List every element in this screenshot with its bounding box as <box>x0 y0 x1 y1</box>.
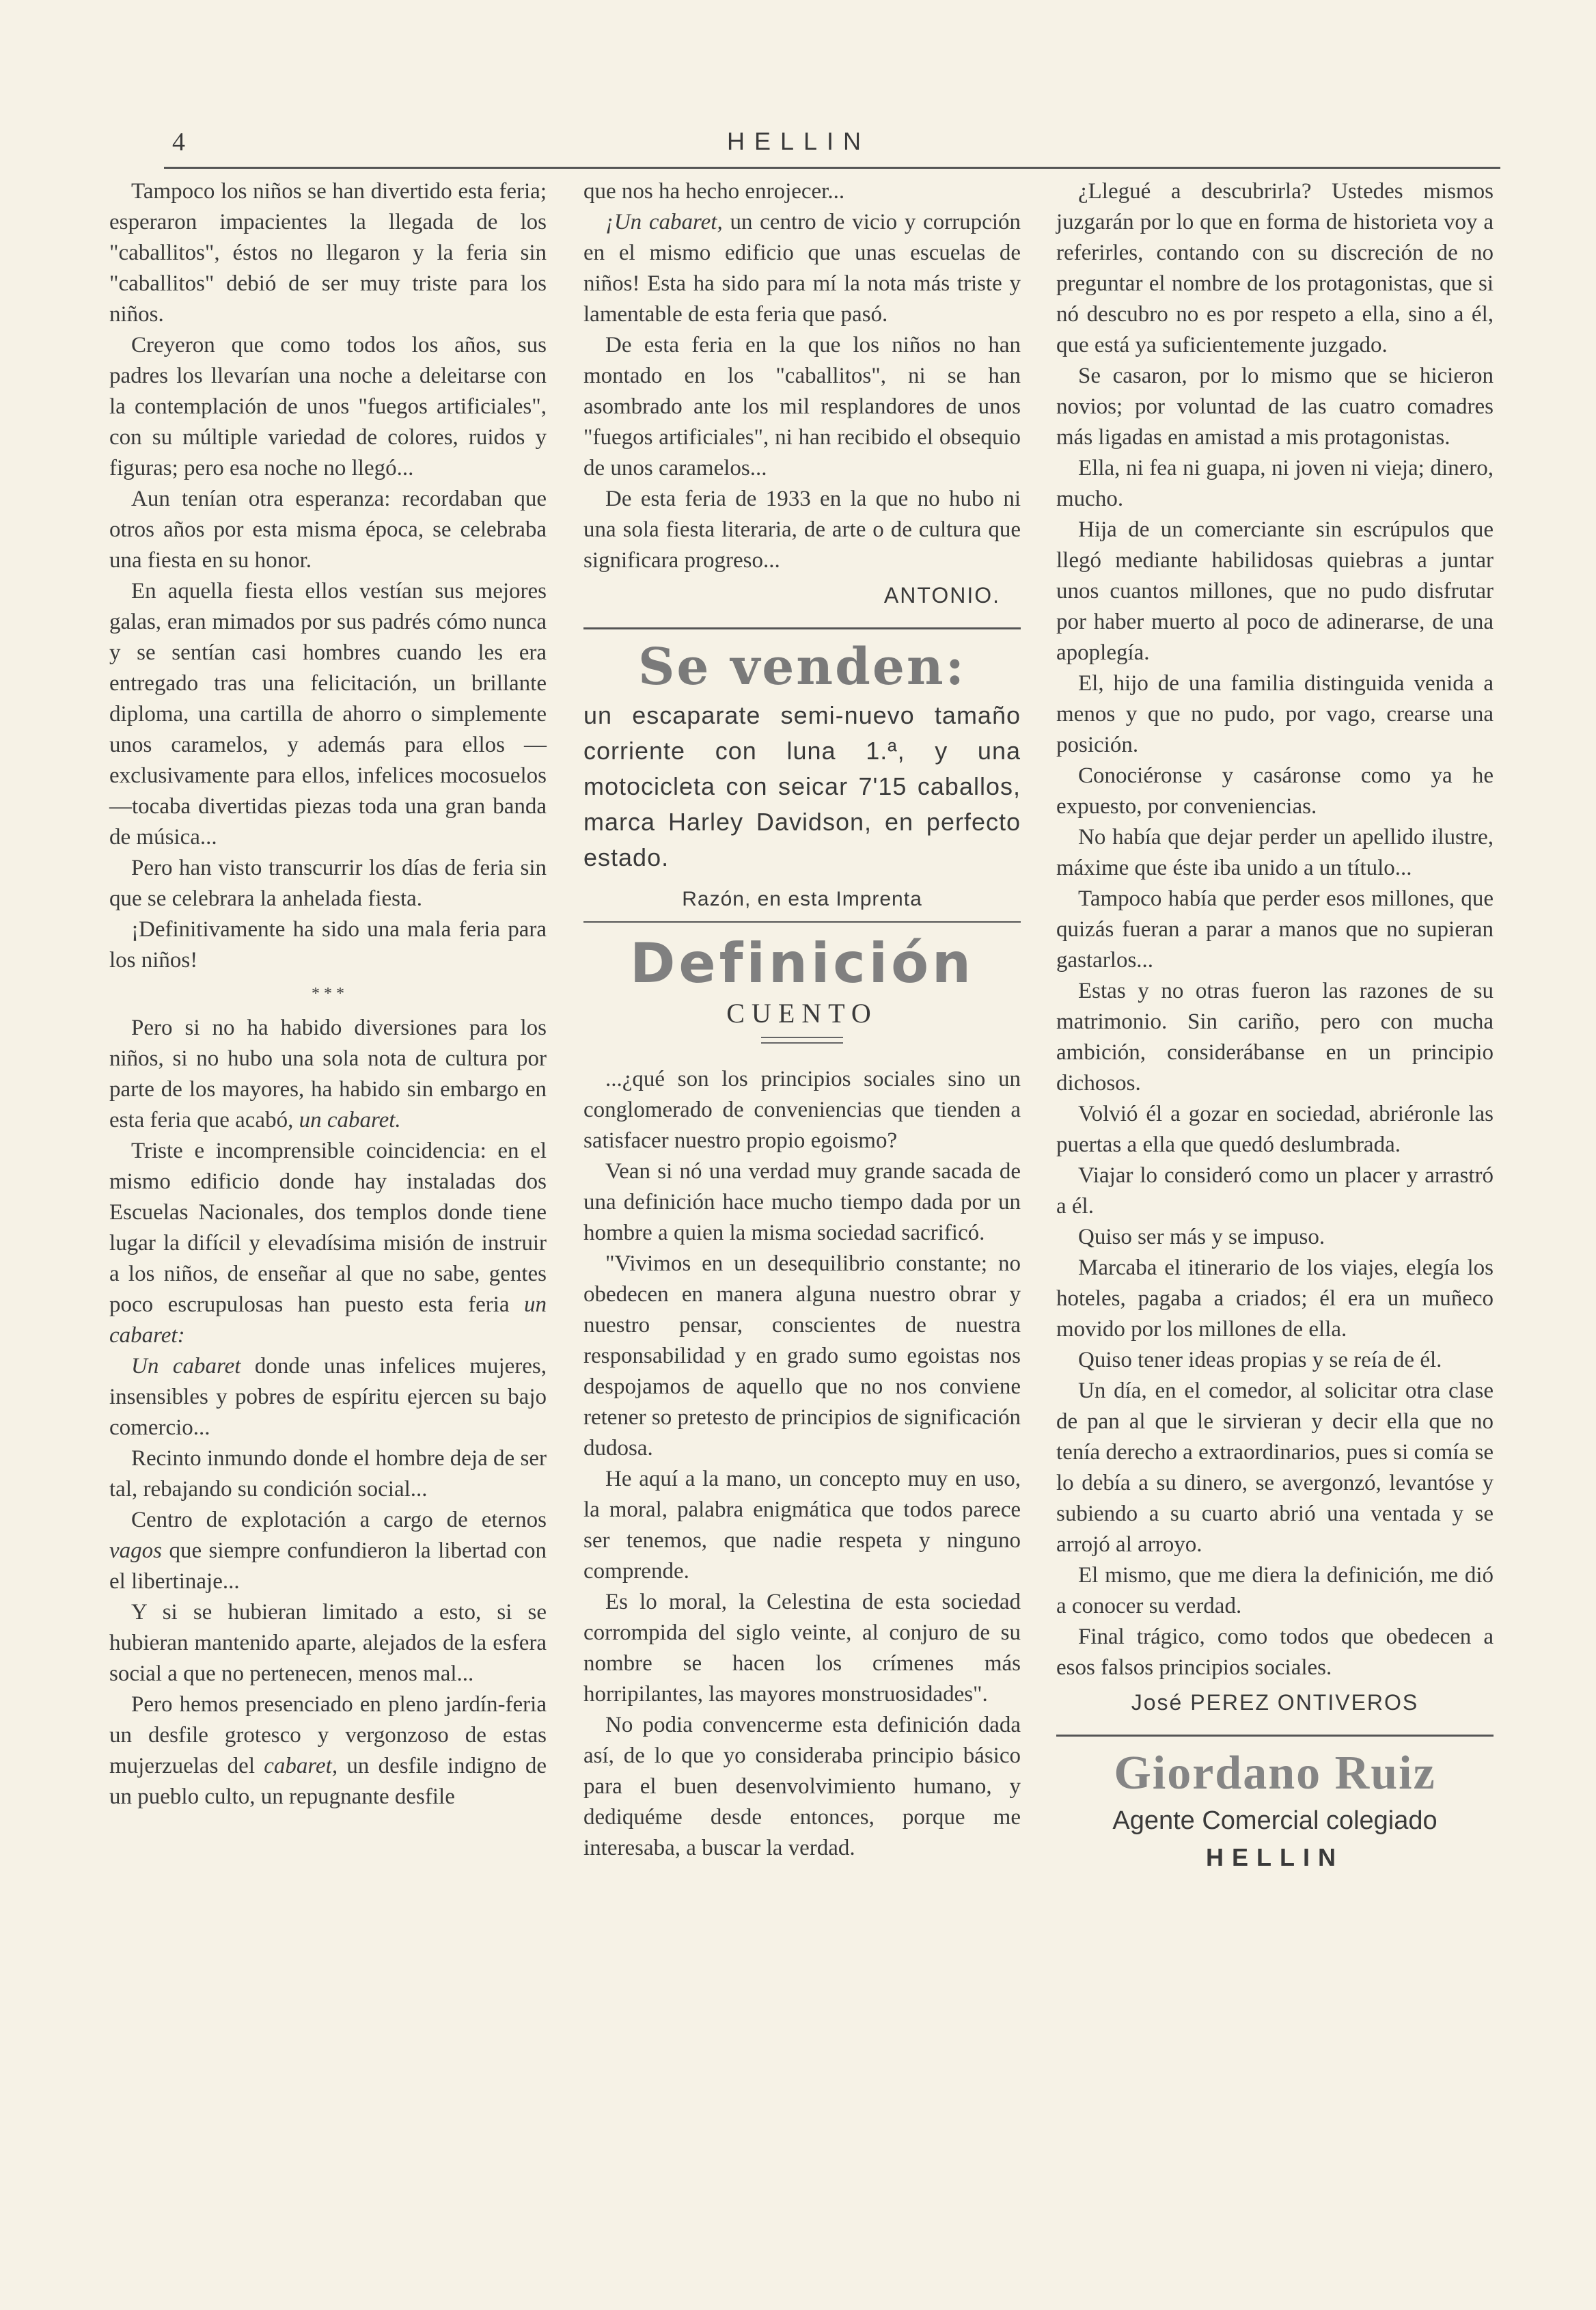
paragraph: Vean si nó una verdad muy grande sacada de una definición hace mucho tiempo dada por un hombre a quien la misma sociedad sacrificó. <box>583 1159 1021 1245</box>
paragraph: Final trágico, como todos que obedecen a esos falsos principios sociales. <box>1056 1625 1494 1680</box>
paragraph: Recinto inmundo donde el hombre deja de ser tal, rebajando su condición social... <box>109 1446 547 1502</box>
paragraph: Quiso ser más y se impuso. <box>1078 1225 1325 1249</box>
paragraph: De esta feria de 1933 en la que no hubo ni una sola fiesta literaria, de arte o de cultura que significara progreso... <box>583 487 1021 573</box>
emphasis-text: un cabaret: <box>109 1292 547 1348</box>
divider <box>583 627 1021 629</box>
emphasis-text: vagos <box>109 1538 162 1563</box>
paragraph: Marcaba el itinerario de los viajes, elegía los hoteles, pagaba a criados; él era un muñeco movido por los millones de ella. <box>1056 1255 1494 1342</box>
story-subtitle: CUENTO <box>726 998 878 1029</box>
paragraph <box>109 1013 547 1136</box>
paragraph: Pero han visto transcurrir los días de feria sin que se celebrara la anhelada fiesta. <box>109 856 547 911</box>
emphasis-text: ¡Un cabaret, <box>605 210 723 234</box>
paragraph: Viajar lo consideró como un placer y arrastró a él. <box>1056 1163 1494 1219</box>
paragraph <box>583 207 1021 330</box>
paragraph: He aquí a la mano, un concepto muy en uso, la moral, palabra enigmática que todos parece ser tenemos, que nadie respeta y ninguno comprende. <box>583 1467 1021 1584</box>
column-left <box>109 176 547 1812</box>
paragraph: Conociéronse y casáronse como ya he expuesto, por conveniencias. <box>1056 763 1494 819</box>
divider <box>583 921 1021 923</box>
divider <box>1056 1735 1494 1737</box>
text-run: un centro de vicio y corrupción en el mismo edificio que unas escuelas de niños! Esta ha sido para mí la nota más triste y lamentable de esta feria que pasó. <box>583 210 1021 327</box>
text-run: donde unas infelices mujeres, insensibles y pobres de espíritu ejercen su bajo comercio... <box>109 1354 547 1440</box>
paragraph: "Vivimos en un desequilibrio constante; no obedecen en manera alguna nuestro obrar y nuestro pensar, conscientes de nuestra responsabilidad y en grado sumo egoistas nos despojamos de aquello que no nos conviene retener so pretesto de principios de significación dudosa. <box>583 1251 1021 1460</box>
sale-ad-body: un escaparate semi-nuevo tamaño corriente con luna 1.ª, y una motocicleta con seicar 7'15 caballos, marca Harley Davidson, en perfecto estado. <box>583 701 1021 871</box>
sale-ad-contact: Razón, en esta Imprenta <box>682 888 922 910</box>
paragraph: Y si se hubieran limitado a esto, si se hubieran mantenido aparte, alejados de la esfera social a que no pertenecen, menos mal... <box>109 1600 547 1686</box>
paragraph <box>109 1689 547 1812</box>
text-run: que siempre confundieron la libertad con el libertinaje... <box>109 1538 547 1594</box>
paragraph: Se casaron, por lo mismo que se hicieron novios; por voluntad de las cuatro comadres más ligadas en amistad a mis protagonistas. <box>1056 364 1494 450</box>
story-title: Definición <box>629 932 975 995</box>
column-right <box>1056 176 1494 1873</box>
paragraph-continued: que nos ha hecho enrojecer... <box>583 179 845 204</box>
text-run: Triste e incomprensible coincidencia: en el mismo edificio donde hay instaladas dos Escuelas Nacionales, dos templos donde tiene lugar la difícil y elevadísima misión de instruir a los niños, de enseñar al que no sabe, gentes poco escrupulosas han puesto esta feria <box>109 1139 547 1317</box>
agent-ad-line: Agente Comercial colegiado <box>1112 1806 1437 1835</box>
text-run: Centro de explotación a cargo de eternos <box>131 1508 547 1532</box>
text-run: Pero hemos presenciado en pleno jardín-feria un desfile grotesco y vergonzoso de estas mujerzuelas del <box>109 1692 547 1778</box>
section-separator: * * * <box>312 985 344 1003</box>
paragraph: Tampoco había que perder esos millones, que quizás fueran a parar a manos que no supieran gastarlos... <box>1056 886 1494 973</box>
paragraph: Quiso tener ideas propias y se reía de él. <box>1078 1348 1442 1372</box>
agent-ad-city: HELLIN <box>1206 1843 1344 1871</box>
paragraph: El mismo, que me diera la definición, me dió a conocer su verdad. <box>1056 1563 1494 1618</box>
paragraph: ...¿qué son los principios sociales sino un conglomerado de conveniencias que tienden a satisfacer nuestro propio egoismo? <box>583 1067 1021 1153</box>
article-signature: ANTONIO. <box>883 583 1000 608</box>
paragraph: Un día, en el comedor, al solicitar otra clase de pan al que le sirvieran y decir ella que no tenía derecho a extraordinarios, pues si comía se lo debía a su dinero, se avergonzó, levantóse y subiendo a su cuarto abrió una ventada y se arrojó al arroyo. <box>1056 1378 1494 1557</box>
sale-ad-title: Se venden: <box>637 638 967 696</box>
paragraph: Aun tenían otra esperanza: recordaban que otros años por esta misma época, se celebraba una fiesta en su honor. <box>109 487 547 573</box>
emphasis-text: cabaret, <box>264 1754 338 1778</box>
paragraph: Creyeron que como todos los años, sus padres los llevarían una noche a deleitarse con la contemplación de unos "fuegos artificiales", con su múltiple variedad de colores, ruidos y figuras; pero esa noche no llegó... <box>109 333 547 480</box>
column-middle <box>583 176 1021 1864</box>
paragraph: ¡Definitivamente ha sido una mala feria para los niños! <box>109 917 547 973</box>
agent-ad-title: Giordano Ruiz <box>1114 1747 1436 1799</box>
paragraph: No había que dejar perder un apellido ilustre, máxime que éste iba unido a un título... <box>1056 825 1494 880</box>
emphasis-text: un cabaret. <box>299 1108 401 1132</box>
emphasis-text: Un cabaret <box>131 1354 241 1378</box>
paragraph: En aquella fiesta ellos vestían sus mejores galas, eran mimados por sus padrés cómo nunca y se sentían casi hombres cuando les era entregado tras una felicitación, un brillante diploma, una cartilla de ahorro o simplemente unos caramelos, y además para ellos —exclusivamente para ellos, infelices mocosuelos—tocaba divertidas piezas toda una gran banda de música... <box>109 579 547 850</box>
running-title: HELLIN <box>727 127 871 155</box>
paragraph: Ella, ni fea ni guapa, ni joven ni vieja; dinero, mucho. <box>1056 456 1494 511</box>
header-rule <box>164 167 1500 169</box>
paragraph: Hija de un comerciante sin escrúpulos que llegó mediante habilidosas quiebras a juntar unos cuantos millones, que no pudo disfrutar por haber muerto al poco de adinerarse, de una apoplegía. <box>1056 517 1494 665</box>
paragraph <box>109 1136 547 1351</box>
story-signature: José PEREZ ONTIVEROS <box>1131 1690 1419 1715</box>
paragraph: Volvió él a gozar en sociedad, abriéronle las puertas a ella que quedó deslumbrada. <box>1056 1102 1494 1157</box>
paragraph <box>109 1351 547 1443</box>
ornament-rule <box>761 1037 843 1044</box>
paragraph: El, hijo de una familia distinguida venida a menos y que no pudo, por vago, crearse una posición. <box>1056 671 1494 757</box>
paragraph: De esta feria en la que los niños no han montado en los "caballitos", ni se han asombrado ante los mil resplandores de unos "fuegos artificiales", ni han recibido el obsequio de unos caramelos... <box>583 333 1021 480</box>
text-run: Pero si no ha habido diversiones para los niños, si no hubo una sola nota de cultura por parte de los mayores, ha habido sin embargo en esta feria que acabó, <box>109 1016 547 1132</box>
paragraph: Tampoco los niños se han divertido esta feria; esperaron impacientes la llegada de los "caballitos", éstos no llegaron y la feria sin "caballitos" debió de ser muy triste para los niños. <box>109 179 547 327</box>
paragraph <box>109 1505 547 1597</box>
page-number: 4 <box>172 128 185 157</box>
paragraph: Estas y no otras fueron las razones de su matrimonio. Sin cariño, pero con mucha ambición, considerábanse en un principio dichosos. <box>1056 979 1494 1096</box>
paragraph: ¿Llegué a descubrirla? Ustedes mismos juzgarán por lo que en forma de historieta voy a referirles, contando con su discreción de no preguntar el nombre de los protagonistas, que si nó descubro no es por respeto a ella, sino a él, que está ya suficientemente juzgado. <box>1056 179 1494 357</box>
text-run: un desfile indigno de un pueblo culto, un repugnante desfile <box>109 1754 547 1809</box>
paragraph: No podia convencerme esta definición dada así, de lo que yo consideraba principio básico para el buen desenvolvimiento humano, y dediquéme desde entonces, porque me interesaba, a buscar la verdad. <box>583 1713 1021 1860</box>
paragraph: Es lo moral, la Celestina de esta sociedad corrompida del siglo veinte, al conjuro de su nombre se hacen los crímenes más horripilantes, las mayores monstruosidades". <box>583 1590 1021 1707</box>
